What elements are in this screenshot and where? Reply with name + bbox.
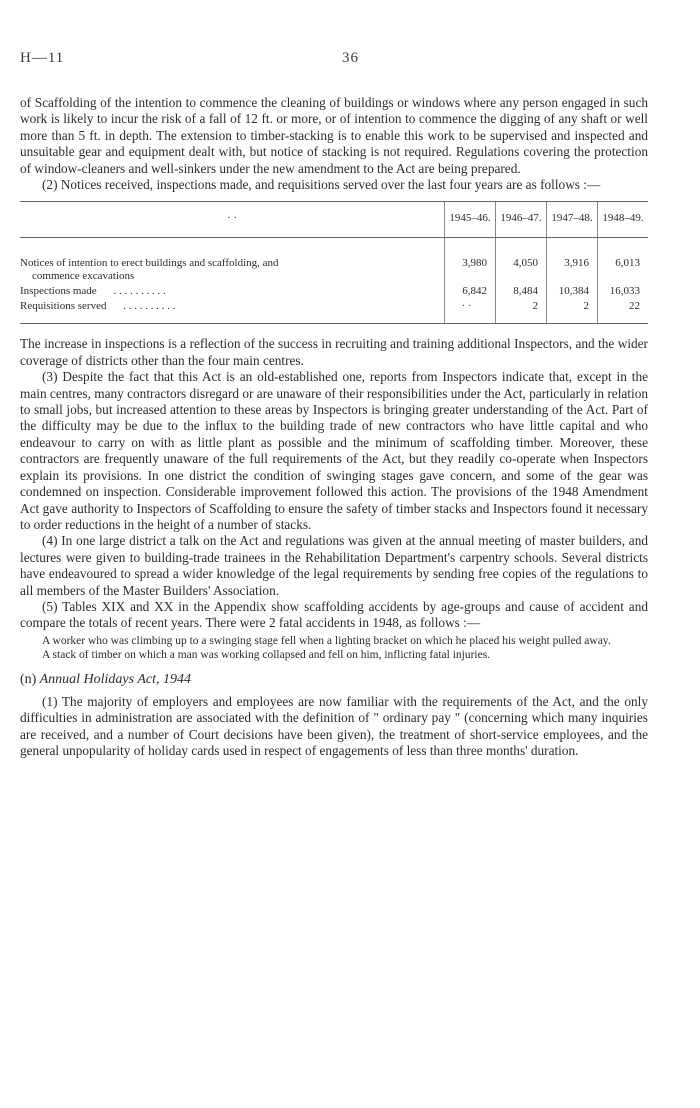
document-code: H—11 — [20, 50, 65, 66]
row-label: Inspections made — [20, 285, 97, 298]
year-header: 1947–48. — [547, 202, 598, 238]
paragraph-holidays-1: (1) The majority of employers and employees are now familiar with the requirements of the Act, and the only difficulties in administration are associated with the definition of " ordinary pay " (concerning which many inquiries are received, and a number of Court decisions have been given), the treatment of short-service employees, and the general unpopularity of holiday cards used in respect of engagements of less than three months' duration. — [20, 693, 648, 758]
section-title: Annual Holidays Act, 1944 — [39, 671, 191, 687]
leader-dots: . . . . . . . . . . — [113, 285, 166, 298]
table-cell: 4,050 — [496, 256, 547, 284]
section-heading — [20, 672, 648, 688]
table-cell: · · — [445, 299, 496, 324]
year-header: 1946–47. — [496, 202, 547, 238]
row-label: Requisitions served — [20, 300, 107, 313]
paragraph-3: (3) Despite the fact that this Act is an old-established one, reports from Inspectors indicate that, except in the main centres, many contractors disregard or are unaware of their responsibilities under the Act, particularly in relation to small jobs, but increased attention to these areas by Inspectors is bringing greater understanding of the Act. Part of the difficulty may be due to the influx to the building trade of new contractors who have little capital and who endeavour to carry on with as little plant as possible and the minimum of scaffolding timber. Moreover, these contractors are frequently unaware of the full requirements of the Act, but they readily co-operate when Inspectors explain its provisions. In one district the condition of swinging stages gave concern, and some of the gear was condemned on inspection. Considerable improvement followed this action. The provisions of the 1948 Amendment Act gave authority to Inspectors of Scaffolding to ensure the safety of timber stacks and Inspectors found it necessary to order reductions in the height of a number of stacks. — [20, 369, 648, 532]
page-number: 36 — [342, 50, 359, 66]
paragraph-5: (5) Tables XIX and XX in the Appendix show scaffolding accidents by age-groups and cause of accident and compare the totals of recent years. There were 2 fatal accidents in 1948, as follows :— — [20, 598, 648, 631]
row-label-continued: commence excavations — [32, 270, 135, 283]
year-header: 1948–49. — [598, 202, 649, 238]
section-label: (n) — [20, 671, 37, 687]
accident-note: A worker who was climbing up to a swinging stage fell when a lighting bracket on which he placed his weight pulled away. — [42, 634, 611, 647]
table-cell: 22 — [598, 299, 649, 324]
row-label: Notices of intention to erect buildings and scaffolding, and — [20, 257, 279, 270]
table-cell: 10,384 — [547, 284, 598, 299]
paragraph-4: (4) In one large district a talk on the Act and regulations was given at the annual meeting of master builders, and lectures were given to building-trade trainees in the Rehabilitation Department's carpentry schools. Several districts have endeavoured to spread a wider knowledge of the legal requirements by sending free copies of the regulations to all members of the Master Builders' Association. — [20, 533, 648, 598]
table-cell: 3,916 — [547, 256, 598, 284]
table-row — [20, 284, 648, 299]
year-header: 1945–46. — [445, 202, 496, 238]
paragraph-2: (2) Notices received, inspections made, and requisitions served over the last four years are as follows :— — [42, 177, 601, 193]
accident-note: A stack of timber on which a man was working collapsed and fell on him, inflicting fatal injuries. — [42, 648, 491, 661]
page-body — [20, 95, 648, 759]
table-corner: · · — [20, 202, 445, 238]
table-cell: 16,033 — [598, 284, 649, 299]
table-cell: 2 — [496, 299, 547, 324]
table-cell: 3,980 — [445, 256, 496, 284]
table-header-row — [20, 202, 648, 238]
table-cell: 6,842 — [445, 284, 496, 299]
table-row — [20, 299, 648, 324]
table-cell: 6,013 — [598, 256, 649, 284]
inspections-table — [20, 201, 648, 324]
paragraph-increase: The increase in inspections is a reflection of the success in recruiting and training additional Inspectors, and the wider coverage of districts other than the four main centres. — [20, 336, 648, 368]
table-row — [20, 256, 648, 284]
table-cell: 8,484 — [496, 284, 547, 299]
table-cell: 2 — [547, 299, 598, 324]
paragraph-continuation: of Scaffolding of the intention to commence the cleaning of buildings or windows where any person engaged in such work is likely to incur the risk of a fall of 12 ft. or more, or of intention to commence the digging of any shaft or well more than 5 ft. in depth. The extension to timber-stacking is to enable this work to be supervised and inspected and unsuitable gear and equipment dealt with, but notice of stacking is not required. Regulations covering the protection of window-cleaners and well-sinkers under the new amendment to the Act are being prepared. — [20, 95, 648, 176]
leader-dots: . . . . . . . . . . — [123, 300, 176, 313]
